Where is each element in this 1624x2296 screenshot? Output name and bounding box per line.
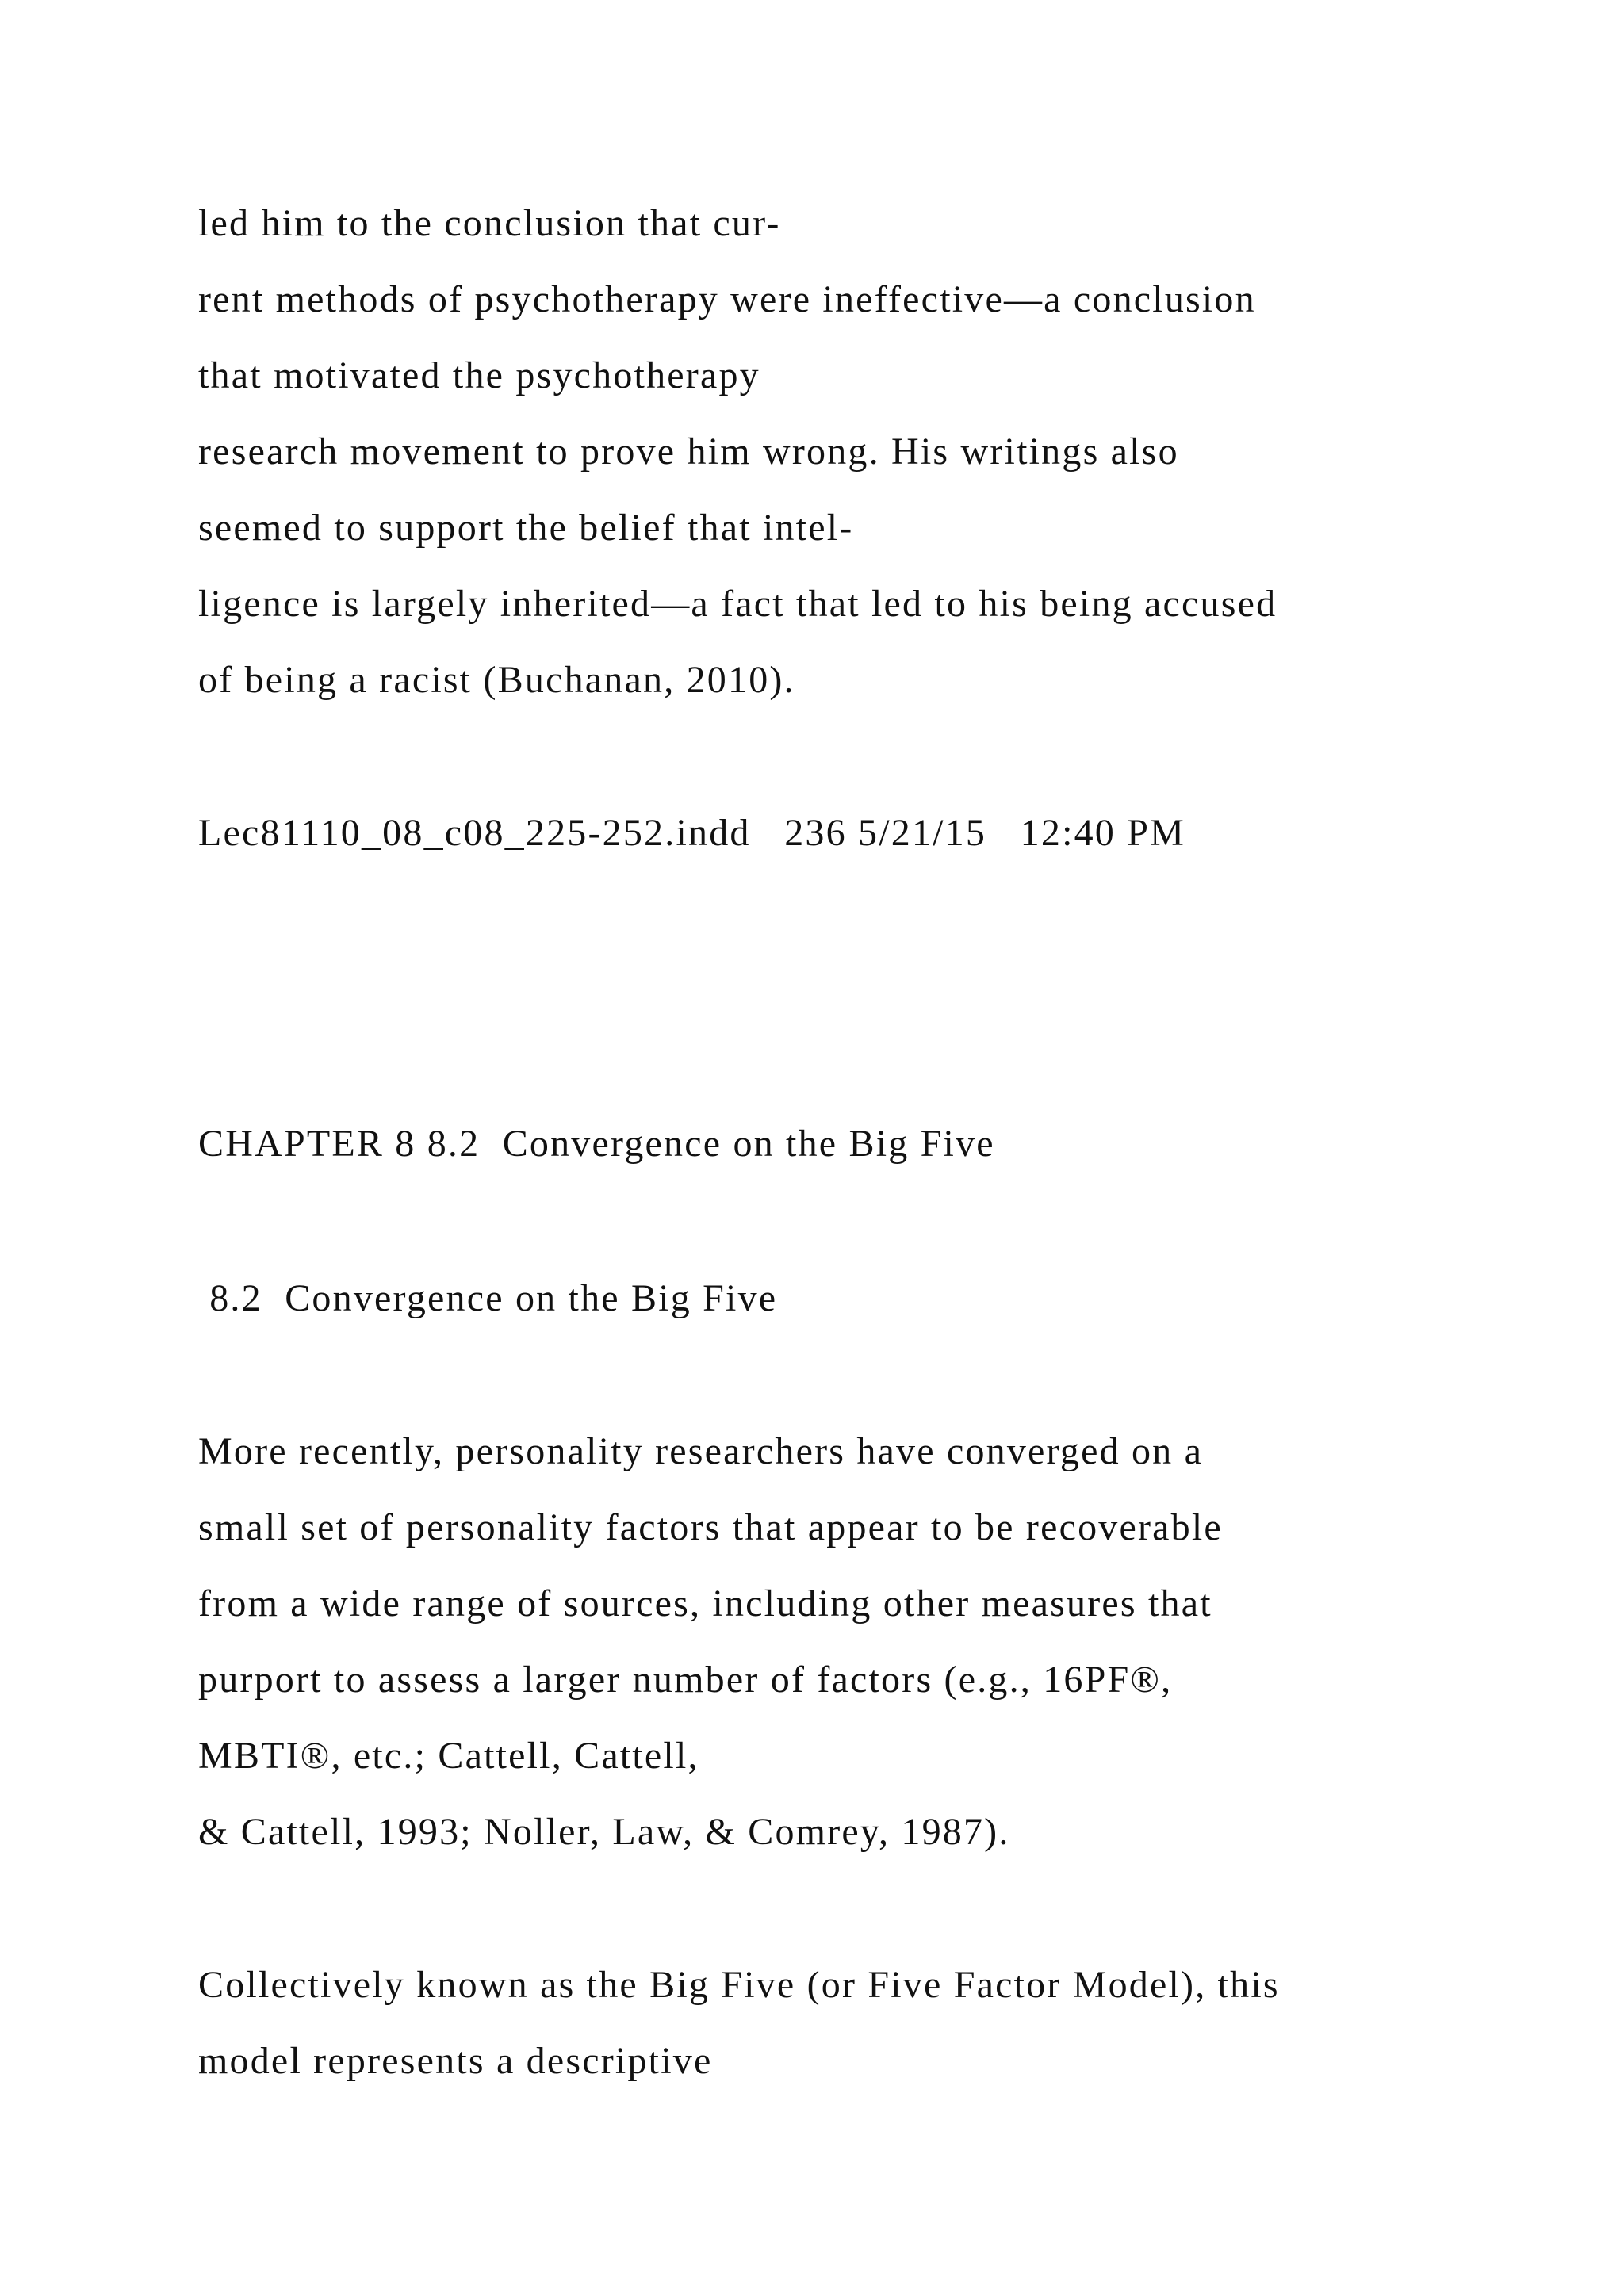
text-line: ligence is largely inherited—a fact that led to his being accused bbox=[198, 583, 1277, 625]
text-line: from a wide range of sources, including other measures that bbox=[198, 1582, 1212, 1624]
text-line: & Cattell, 1993; Noller, Law, & Comrey, 1987). bbox=[198, 1811, 1010, 1853]
text-line: led him to the conclusion that cur- bbox=[198, 202, 781, 244]
section-heading: 8.2 Convergence on the Big Five bbox=[198, 1277, 778, 1319]
print-slug: Lec81110_08_c08_225-252.indd 236 5/21/15 12:40 PM bbox=[198, 812, 1185, 854]
running-head: CHAPTER 8 8.2 Convergence on the Big Five bbox=[198, 1123, 995, 1165]
text-line: small set of personality factors that appear to be recoverable bbox=[198, 1506, 1223, 1548]
text-line: rent methods of psychotherapy were ineffective—a conclusion bbox=[198, 278, 1256, 320]
text-line: model represents a descriptive bbox=[198, 2040, 713, 2082]
text-line: More recently, personality researchers have converged on a bbox=[198, 1430, 1204, 1472]
text-line: seemed to support the belief that intel- bbox=[198, 507, 854, 549]
text-line: Collectively known as the Big Five (or Five Factor Model), this bbox=[198, 1964, 1280, 2006]
text-line: that motivated the psychotherapy bbox=[198, 354, 760, 396]
text-line: purport to assess a larger number of factors (e.g., 16PF®, bbox=[198, 1659, 1173, 1701]
text-line: MBTI®, etc.; Cattell, Cattell, bbox=[198, 1735, 699, 1777]
text-line: of being a racist (Buchanan, 2010). bbox=[198, 659, 795, 701]
text-line: research movement to prove him wrong. His writings also bbox=[198, 430, 1179, 473]
